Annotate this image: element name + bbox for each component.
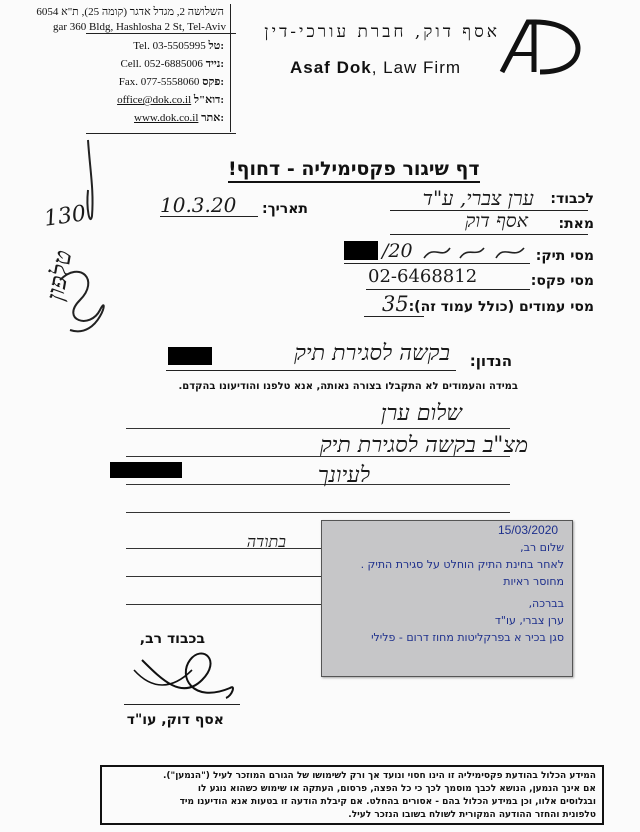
to-label: לכבוד: bbox=[550, 191, 594, 207]
body-line-2: מצ"ב בקשה לסגירת תיק bbox=[319, 433, 528, 458]
tel-label: טל: bbox=[208, 40, 224, 52]
signature-underline bbox=[124, 704, 240, 705]
subject-underline bbox=[166, 370, 456, 371]
law-firm-logo-icon bbox=[498, 18, 582, 76]
page-title: דף שיגור פקסימיליה - דחוף! bbox=[228, 158, 480, 183]
address-hebrew: השלושה 2, מגדל אדגר (קומה 25), ת"א 6054 bbox=[36, 6, 224, 18]
fax-line bbox=[119, 76, 224, 88]
contact-block bbox=[36, 4, 231, 132]
footer-line: המידע הכלול בהודעת פקסימיליה זו הינו חסוי ונועד אך ורק לשימושו של הגורם המוזכר לעיל ("הנמען"). bbox=[162, 771, 596, 781]
brand-name-english bbox=[290, 58, 461, 78]
pages-label: מסי עמודים (כולל עמוד זה): bbox=[408, 299, 594, 315]
to-value: ערן צברי, ע"ד bbox=[422, 186, 534, 210]
note-line: סגן בכיר א בפרקליטות מחוז דרום - פלילי bbox=[371, 631, 564, 644]
body-line-4: בתודה bbox=[246, 532, 286, 551]
date-value: 10.3.20 bbox=[160, 193, 237, 217]
confidentiality-notice bbox=[100, 765, 604, 825]
signature-icon bbox=[132, 640, 242, 710]
site-line bbox=[134, 112, 224, 124]
fax-label: פקס: bbox=[202, 76, 224, 88]
body-line-3: לעיונך bbox=[317, 463, 370, 488]
brand-english-bold: Asaf Dok bbox=[290, 58, 372, 77]
note-line: מחוסר ראיות bbox=[503, 575, 564, 588]
from-label: מאת: bbox=[558, 216, 594, 232]
from-underline bbox=[390, 234, 588, 235]
email-label: דוא"ל: bbox=[193, 94, 224, 106]
note-line: בברכה, bbox=[528, 597, 564, 610]
writing-line bbox=[126, 428, 510, 429]
note-line: ערן צברי, עו"ד bbox=[494, 614, 564, 627]
site-label: אתר: bbox=[201, 112, 224, 124]
brand-english-rest: , Law Firm bbox=[371, 58, 462, 77]
fax-value: Fax. 077-5558060 bbox=[118, 76, 200, 88]
receipt-notice: במידה והעמודים לא התקבלו בצורה נאותה, אנא טלפנו והודיעונו בהקדם. bbox=[178, 381, 518, 392]
subject-label: הנדון: bbox=[469, 352, 512, 370]
writing-line bbox=[126, 512, 510, 513]
tel-value: Tel. 03-5505995 bbox=[133, 40, 206, 52]
margin-number: 130 bbox=[42, 201, 88, 232]
note-line: לאחר בחינת התיק הוחלט על סגירת התיק . bbox=[360, 558, 564, 571]
date-label: תאריך: bbox=[262, 201, 308, 217]
fax-number-label: מסי פקס: bbox=[530, 273, 594, 289]
signoff: בכבוד רב, bbox=[139, 631, 205, 647]
fax-number-value: 02-6468812 bbox=[368, 266, 478, 287]
footer-line: ובגלוסים אלוו, וכן במידע הכלול בהם - אסורים בהחלט. אם קיבלת הודעה זו בטעות אנא הודיענו מיד bbox=[179, 797, 596, 807]
email-line bbox=[117, 94, 224, 106]
footer-line: טלפונית והחזר ההודעה המקורית לשולח בשובו הנזכר לעיל. bbox=[348, 810, 596, 820]
cell-value: Cell. 052-6885006 bbox=[120, 58, 203, 70]
email-value: office@dok.co.il bbox=[117, 94, 192, 106]
prosecution-note bbox=[321, 520, 573, 677]
file-label: מסי תיק: bbox=[535, 248, 594, 264]
note-line: שלום רב, bbox=[520, 541, 564, 554]
brand-name-hebrew: אסף דוק, חברת עורכי-דין bbox=[264, 22, 500, 42]
signature-name: אסף דוק, עו"ד bbox=[126, 712, 224, 728]
tel-line bbox=[133, 40, 224, 52]
note-date: 15/03/2020 bbox=[498, 523, 559, 537]
margin-note: טלפון bbox=[40, 248, 78, 303]
site-value: www.dok.co.il bbox=[134, 112, 199, 124]
cell-line bbox=[120, 58, 224, 70]
pages-underline bbox=[364, 316, 424, 317]
pages-value: 35 bbox=[382, 292, 409, 316]
redaction-block bbox=[110, 462, 182, 478]
file-scribble-icon bbox=[420, 240, 530, 264]
margin-scribble-icon bbox=[40, 130, 130, 360]
file-value: /20 bbox=[382, 240, 413, 262]
body-line-1: שלום ערן bbox=[380, 401, 462, 426]
redaction-block bbox=[168, 347, 212, 365]
cell-label: נייד: bbox=[205, 58, 224, 70]
contact-divider bbox=[86, 33, 236, 34]
footer-line: אם אינך הנמען, הנושא לכבך מוסמך לכך כי כל הפצה, פרסום, העתקה או שימוש כשהוא נוגע לו bbox=[197, 784, 596, 794]
fax-underline bbox=[366, 289, 530, 290]
address-english: gar 360 Bldg, Hashlosha 2 St, Tel-Aviv bbox=[53, 21, 226, 33]
subject-value: בקשה לסגירת תיק bbox=[294, 341, 450, 366]
redaction-block bbox=[344, 241, 378, 260]
from-value: אסף דוק bbox=[465, 210, 528, 232]
